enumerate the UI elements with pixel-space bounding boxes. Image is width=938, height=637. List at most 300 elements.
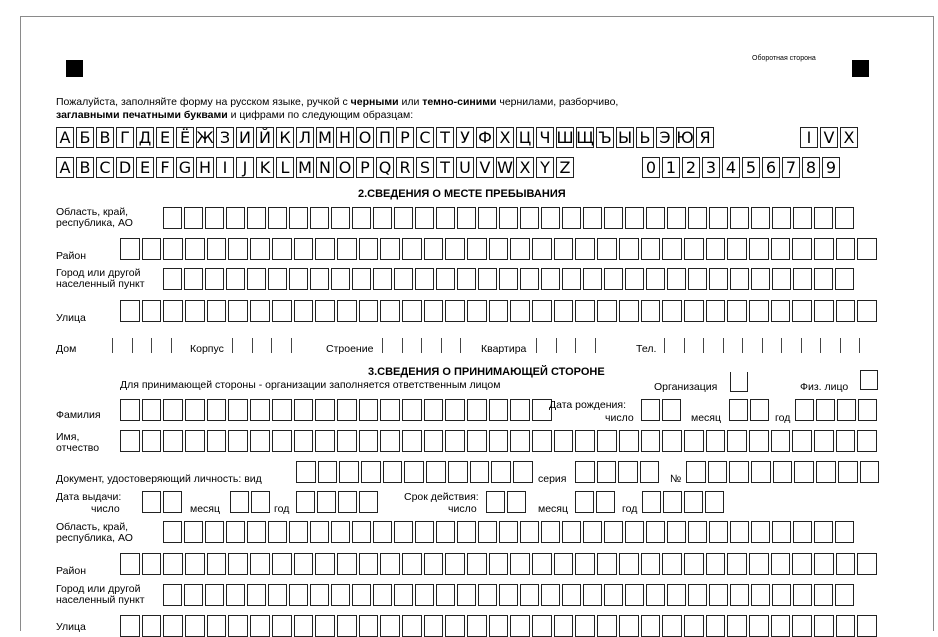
char-cell[interactable] [120, 615, 140, 637]
char-cell[interactable] [709, 584, 728, 606]
char-cell[interactable] [337, 615, 357, 637]
char-cell[interactable] [457, 207, 476, 229]
char-cell[interactable] [359, 399, 379, 421]
char-cell[interactable] [359, 300, 379, 322]
char-cell[interactable] [793, 584, 812, 606]
char-cell[interactable] [835, 207, 854, 229]
char-cell[interactable] [226, 584, 245, 606]
char-cell[interactable] [467, 615, 487, 637]
char-cell[interactable] [247, 521, 266, 543]
char-cell[interactable] [380, 615, 400, 637]
char-cell[interactable] [318, 461, 338, 483]
char-cell[interactable] [510, 300, 530, 322]
char-cell[interactable] [860, 461, 880, 483]
birth-year-field[interactable] [795, 399, 879, 421]
char-cell[interactable] [331, 584, 350, 606]
surname-field[interactable] [120, 399, 554, 421]
char-cell[interactable] [814, 521, 833, 543]
char-cell[interactable] [575, 615, 595, 637]
char-cell[interactable] [373, 584, 392, 606]
char-cell[interactable] [142, 430, 162, 452]
char-cell[interactable] [625, 268, 644, 290]
char-cell[interactable] [373, 521, 392, 543]
char-cell[interactable] [163, 553, 183, 575]
char-cell[interactable] [331, 521, 350, 543]
char-cell[interactable] [575, 430, 595, 452]
char-cell[interactable] [541, 521, 560, 543]
char-cell[interactable] [688, 207, 707, 229]
char-cell[interactable] [359, 238, 379, 260]
char-cell[interactable] [163, 268, 182, 290]
char-cell[interactable] [315, 300, 335, 322]
char-cell[interactable] [541, 584, 560, 606]
issue-year-field[interactable] [296, 491, 380, 513]
char-cell[interactable] [858, 399, 877, 421]
char-cell[interactable] [163, 207, 182, 229]
char-cell[interactable] [226, 207, 245, 229]
char-cell[interactable] [142, 491, 161, 513]
char-cell[interactable] [727, 238, 747, 260]
char-cell[interactable] [337, 553, 357, 575]
char-cell[interactable] [771, 615, 791, 637]
char-cell[interactable] [163, 615, 183, 637]
char-cell[interactable] [415, 207, 434, 229]
char-cell[interactable] [226, 268, 245, 290]
char-cell[interactable] [604, 207, 623, 229]
char-cell[interactable] [541, 207, 560, 229]
char-cell[interactable] [835, 268, 854, 290]
char-cell[interactable] [163, 584, 182, 606]
char-cell[interactable] [424, 430, 444, 452]
char-cell[interactable] [667, 521, 686, 543]
char-cell[interactable] [583, 207, 602, 229]
char-cell[interactable] [294, 553, 314, 575]
char-cell[interactable] [272, 615, 292, 637]
char-cell[interactable] [489, 238, 509, 260]
document-series-field[interactable] [575, 461, 661, 483]
char-cell[interactable] [251, 491, 270, 513]
char-cell[interactable] [771, 238, 791, 260]
birth-month-field[interactable] [729, 399, 771, 421]
char-cell[interactable] [445, 300, 465, 322]
char-cell[interactable] [510, 553, 530, 575]
char-cell[interactable] [499, 521, 518, 543]
char-cell[interactable] [688, 584, 707, 606]
char-cell[interactable] [467, 300, 487, 322]
city-field[interactable] [163, 268, 856, 290]
char-cell[interactable] [142, 553, 162, 575]
char-cell[interactable] [667, 584, 686, 606]
char-cell[interactable] [727, 430, 747, 452]
char-cell[interactable] [228, 300, 248, 322]
char-cell[interactable] [250, 615, 270, 637]
char-cell[interactable] [268, 521, 287, 543]
char-cell[interactable] [520, 207, 539, 229]
char-cell[interactable] [771, 553, 791, 575]
char-cell[interactable] [205, 207, 224, 229]
char-cell[interactable] [489, 430, 509, 452]
char-cell[interactable] [510, 399, 530, 421]
char-cell[interactable] [205, 584, 224, 606]
char-cell[interactable] [749, 553, 769, 575]
char-cell[interactable] [163, 430, 183, 452]
char-cell[interactable] [185, 300, 205, 322]
char-cell[interactable] [499, 207, 518, 229]
char-cell[interactable] [294, 430, 314, 452]
char-cell[interactable] [185, 238, 205, 260]
char-cell[interactable] [310, 521, 329, 543]
char-cell[interactable] [575, 491, 594, 513]
char-cell[interactable] [289, 584, 308, 606]
char-cell[interactable] [478, 584, 497, 606]
char-cell[interactable] [185, 430, 205, 452]
char-cell[interactable] [750, 399, 769, 421]
char-cell[interactable] [142, 300, 162, 322]
char-cell[interactable] [706, 238, 726, 260]
char-cell[interactable] [662, 399, 681, 421]
char-cell[interactable] [424, 615, 444, 637]
char-cell[interactable] [310, 207, 329, 229]
char-cell[interactable] [749, 430, 769, 452]
char-cell[interactable] [163, 399, 183, 421]
char-cell[interactable] [402, 430, 422, 452]
char-cell[interactable] [706, 300, 726, 322]
char-cell[interactable] [250, 238, 270, 260]
char-cell[interactable] [751, 268, 770, 290]
char-cell[interactable] [185, 615, 205, 637]
char-cell[interactable] [380, 553, 400, 575]
char-cell[interactable] [772, 268, 791, 290]
char-cell[interactable] [583, 268, 602, 290]
char-cell[interactable] [207, 553, 227, 575]
char-cell[interactable] [359, 615, 379, 637]
char-cell[interactable] [727, 553, 747, 575]
char-cell[interactable] [513, 461, 533, 483]
char-cell[interactable] [684, 615, 704, 637]
char-cell[interactable] [331, 207, 350, 229]
char-cell[interactable] [646, 268, 665, 290]
char-cell[interactable] [510, 430, 530, 452]
char-cell[interactable] [359, 430, 379, 452]
char-cell[interactable] [816, 399, 835, 421]
char-cell[interactable] [142, 615, 162, 637]
char-cell[interactable] [207, 238, 227, 260]
char-cell[interactable] [415, 268, 434, 290]
char-cell[interactable] [814, 615, 834, 637]
char-cell[interactable] [662, 238, 682, 260]
char-cell[interactable] [226, 521, 245, 543]
char-cell[interactable] [751, 207, 770, 229]
char-cell[interactable] [562, 268, 581, 290]
char-cell[interactable] [751, 461, 771, 483]
char-cell[interactable] [120, 300, 140, 322]
char-cell[interactable] [646, 207, 665, 229]
char-cell[interactable] [857, 238, 877, 260]
char-cell[interactable] [296, 461, 316, 483]
char-cell[interactable] [380, 238, 400, 260]
char-cell[interactable] [684, 430, 704, 452]
char-cell[interactable] [706, 553, 726, 575]
char-cell[interactable] [619, 430, 639, 452]
char-cell[interactable] [247, 584, 266, 606]
char-cell[interactable] [792, 300, 812, 322]
char-cell[interactable] [618, 461, 638, 483]
char-cell[interactable] [467, 553, 487, 575]
char-cell[interactable] [404, 461, 424, 483]
char-cell[interactable] [507, 491, 526, 513]
char-cell[interactable] [394, 268, 413, 290]
char-cell[interactable] [499, 584, 518, 606]
document-number-field[interactable] [686, 461, 881, 483]
char-cell[interactable] [489, 615, 509, 637]
char-cell[interactable] [478, 207, 497, 229]
char-cell[interactable] [554, 430, 574, 452]
char-cell[interactable] [402, 553, 422, 575]
char-cell[interactable] [315, 553, 335, 575]
birth-day-field[interactable] [641, 399, 683, 421]
char-cell[interactable] [532, 300, 552, 322]
char-cell[interactable] [619, 553, 639, 575]
char-cell[interactable] [394, 207, 413, 229]
issue-day-field[interactable] [142, 491, 184, 513]
char-cell[interactable] [402, 615, 422, 637]
char-cell[interactable] [730, 207, 749, 229]
char-cell[interactable] [373, 207, 392, 229]
char-cell[interactable] [729, 399, 748, 421]
char-cell[interactable] [315, 238, 335, 260]
char-cell[interactable] [230, 491, 249, 513]
char-cell[interactable] [499, 268, 518, 290]
char-cell[interactable] [662, 615, 682, 637]
char-cell[interactable] [792, 615, 812, 637]
char-cell[interactable] [597, 615, 617, 637]
validity-year-field[interactable] [642, 491, 726, 513]
char-cell[interactable] [250, 553, 270, 575]
char-cell[interactable] [228, 615, 248, 637]
char-cell[interactable] [772, 521, 791, 543]
char-cell[interactable] [205, 268, 224, 290]
char-cell[interactable] [445, 238, 465, 260]
char-cell[interactable] [436, 521, 455, 543]
char-cell[interactable] [436, 584, 455, 606]
char-cell[interactable] [814, 207, 833, 229]
char-cell[interactable] [163, 300, 183, 322]
char-cell[interactable] [532, 553, 552, 575]
char-cell[interactable] [814, 268, 833, 290]
char-cell[interactable] [436, 207, 455, 229]
char-cell[interactable] [583, 584, 602, 606]
char-cell[interactable] [709, 207, 728, 229]
char-cell[interactable] [793, 207, 812, 229]
char-cell[interactable] [457, 584, 476, 606]
char-cell[interactable] [814, 553, 834, 575]
char-cell[interactable] [814, 584, 833, 606]
validity-month-field[interactable] [575, 491, 617, 513]
char-cell[interactable] [835, 584, 854, 606]
char-cell[interactable] [772, 207, 791, 229]
char-cell[interactable] [706, 430, 726, 452]
char-cell[interactable] [857, 553, 877, 575]
char-cell[interactable] [296, 491, 315, 513]
char-cell[interactable] [272, 238, 292, 260]
char-cell[interactable] [272, 553, 292, 575]
char-cell[interactable] [597, 461, 617, 483]
char-cell[interactable] [207, 399, 227, 421]
host-region-field[interactable] [163, 521, 856, 543]
char-cell[interactable] [272, 399, 292, 421]
char-cell[interactable] [510, 615, 530, 637]
street-field[interactable] [120, 300, 879, 322]
validity-day-field[interactable] [486, 491, 528, 513]
char-cell[interactable] [184, 584, 203, 606]
char-cell[interactable] [352, 268, 371, 290]
char-cell[interactable] [184, 268, 203, 290]
char-cell[interactable] [667, 207, 686, 229]
char-cell[interactable] [315, 615, 335, 637]
char-cell[interactable] [684, 491, 703, 513]
char-cell[interactable] [228, 399, 248, 421]
char-cell[interactable] [836, 238, 856, 260]
char-cell[interactable] [268, 268, 287, 290]
char-cell[interactable] [662, 300, 682, 322]
char-cell[interactable] [394, 521, 413, 543]
char-cell[interactable] [478, 268, 497, 290]
char-cell[interactable] [489, 300, 509, 322]
char-cell[interactable] [662, 430, 682, 452]
district-field[interactable] [120, 238, 879, 260]
char-cell[interactable] [383, 461, 403, 483]
char-cell[interactable] [445, 399, 465, 421]
char-cell[interactable] [857, 430, 877, 452]
char-cell[interactable] [394, 584, 413, 606]
char-cell[interactable] [163, 238, 183, 260]
char-cell[interactable] [596, 491, 615, 513]
char-cell[interactable] [185, 553, 205, 575]
char-cell[interactable] [773, 461, 793, 483]
char-cell[interactable] [575, 238, 595, 260]
char-cell[interactable] [445, 553, 465, 575]
host-district-field[interactable] [120, 553, 879, 575]
char-cell[interactable] [489, 399, 509, 421]
char-cell[interactable] [597, 430, 617, 452]
char-cell[interactable] [836, 553, 856, 575]
char-cell[interactable] [641, 615, 661, 637]
organization-checkbox[interactable] [730, 372, 748, 392]
char-cell[interactable] [751, 521, 770, 543]
char-cell[interactable] [415, 521, 434, 543]
char-cell[interactable] [337, 300, 357, 322]
char-cell[interactable] [684, 238, 704, 260]
char-cell[interactable] [749, 238, 769, 260]
char-cell[interactable] [207, 615, 227, 637]
char-cell[interactable] [315, 430, 335, 452]
char-cell[interactable] [532, 615, 552, 637]
char-cell[interactable] [705, 491, 724, 513]
char-cell[interactable] [816, 461, 836, 483]
char-cell[interactable] [272, 300, 292, 322]
char-cell[interactable] [837, 399, 856, 421]
char-cell[interactable] [247, 268, 266, 290]
char-cell[interactable] [289, 207, 308, 229]
char-cell[interactable] [361, 461, 381, 483]
char-cell[interactable] [448, 461, 468, 483]
char-cell[interactable] [641, 300, 661, 322]
char-cell[interactable] [583, 521, 602, 543]
char-cell[interactable] [604, 268, 623, 290]
char-cell[interactable] [604, 584, 623, 606]
char-cell[interactable] [646, 584, 665, 606]
char-cell[interactable] [771, 300, 791, 322]
char-cell[interactable] [686, 461, 706, 483]
char-cell[interactable] [562, 207, 581, 229]
char-cell[interactable] [185, 399, 205, 421]
char-cell[interactable] [688, 268, 707, 290]
char-cell[interactable] [708, 461, 728, 483]
char-cell[interactable] [727, 615, 747, 637]
host-city-field[interactable] [163, 584, 856, 606]
char-cell[interactable] [402, 238, 422, 260]
char-cell[interactable] [294, 238, 314, 260]
char-cell[interactable] [857, 300, 877, 322]
char-cell[interactable] [684, 553, 704, 575]
char-cell[interactable] [359, 491, 378, 513]
char-cell[interactable] [457, 521, 476, 543]
char-cell[interactable] [749, 615, 769, 637]
char-cell[interactable] [424, 238, 444, 260]
char-cell[interactable] [415, 584, 434, 606]
char-cell[interactable] [402, 300, 422, 322]
char-cell[interactable] [771, 430, 791, 452]
char-cell[interactable] [641, 238, 661, 260]
char-cell[interactable] [729, 461, 749, 483]
char-cell[interactable] [730, 584, 749, 606]
char-cell[interactable] [795, 399, 814, 421]
char-cell[interactable] [205, 521, 224, 543]
char-cell[interactable] [838, 461, 858, 483]
char-cell[interactable] [667, 268, 686, 290]
char-cell[interactable] [619, 615, 639, 637]
char-cell[interactable] [424, 553, 444, 575]
char-cell[interactable] [642, 491, 661, 513]
char-cell[interactable] [120, 399, 140, 421]
char-cell[interactable] [315, 399, 335, 421]
char-cell[interactable] [706, 615, 726, 637]
char-cell[interactable] [120, 553, 140, 575]
char-cell[interactable] [331, 268, 350, 290]
document-kind-field[interactable] [296, 461, 535, 483]
char-cell[interactable] [467, 238, 487, 260]
char-cell[interactable] [835, 521, 854, 543]
char-cell[interactable] [250, 399, 270, 421]
char-cell[interactable] [352, 207, 371, 229]
char-cell[interactable] [772, 584, 791, 606]
char-cell[interactable] [424, 300, 444, 322]
char-cell[interactable] [373, 268, 392, 290]
char-cell[interactable] [337, 399, 357, 421]
char-cell[interactable] [337, 430, 357, 452]
char-cell[interactable] [268, 584, 287, 606]
char-cell[interactable] [352, 521, 371, 543]
char-cell[interactable] [597, 238, 617, 260]
char-cell[interactable] [272, 430, 292, 452]
char-cell[interactable] [814, 300, 834, 322]
char-cell[interactable] [619, 238, 639, 260]
char-cell[interactable] [520, 584, 539, 606]
char-cell[interactable] [207, 430, 227, 452]
char-cell[interactable] [857, 615, 877, 637]
char-cell[interactable] [294, 399, 314, 421]
char-cell[interactable] [836, 430, 856, 452]
